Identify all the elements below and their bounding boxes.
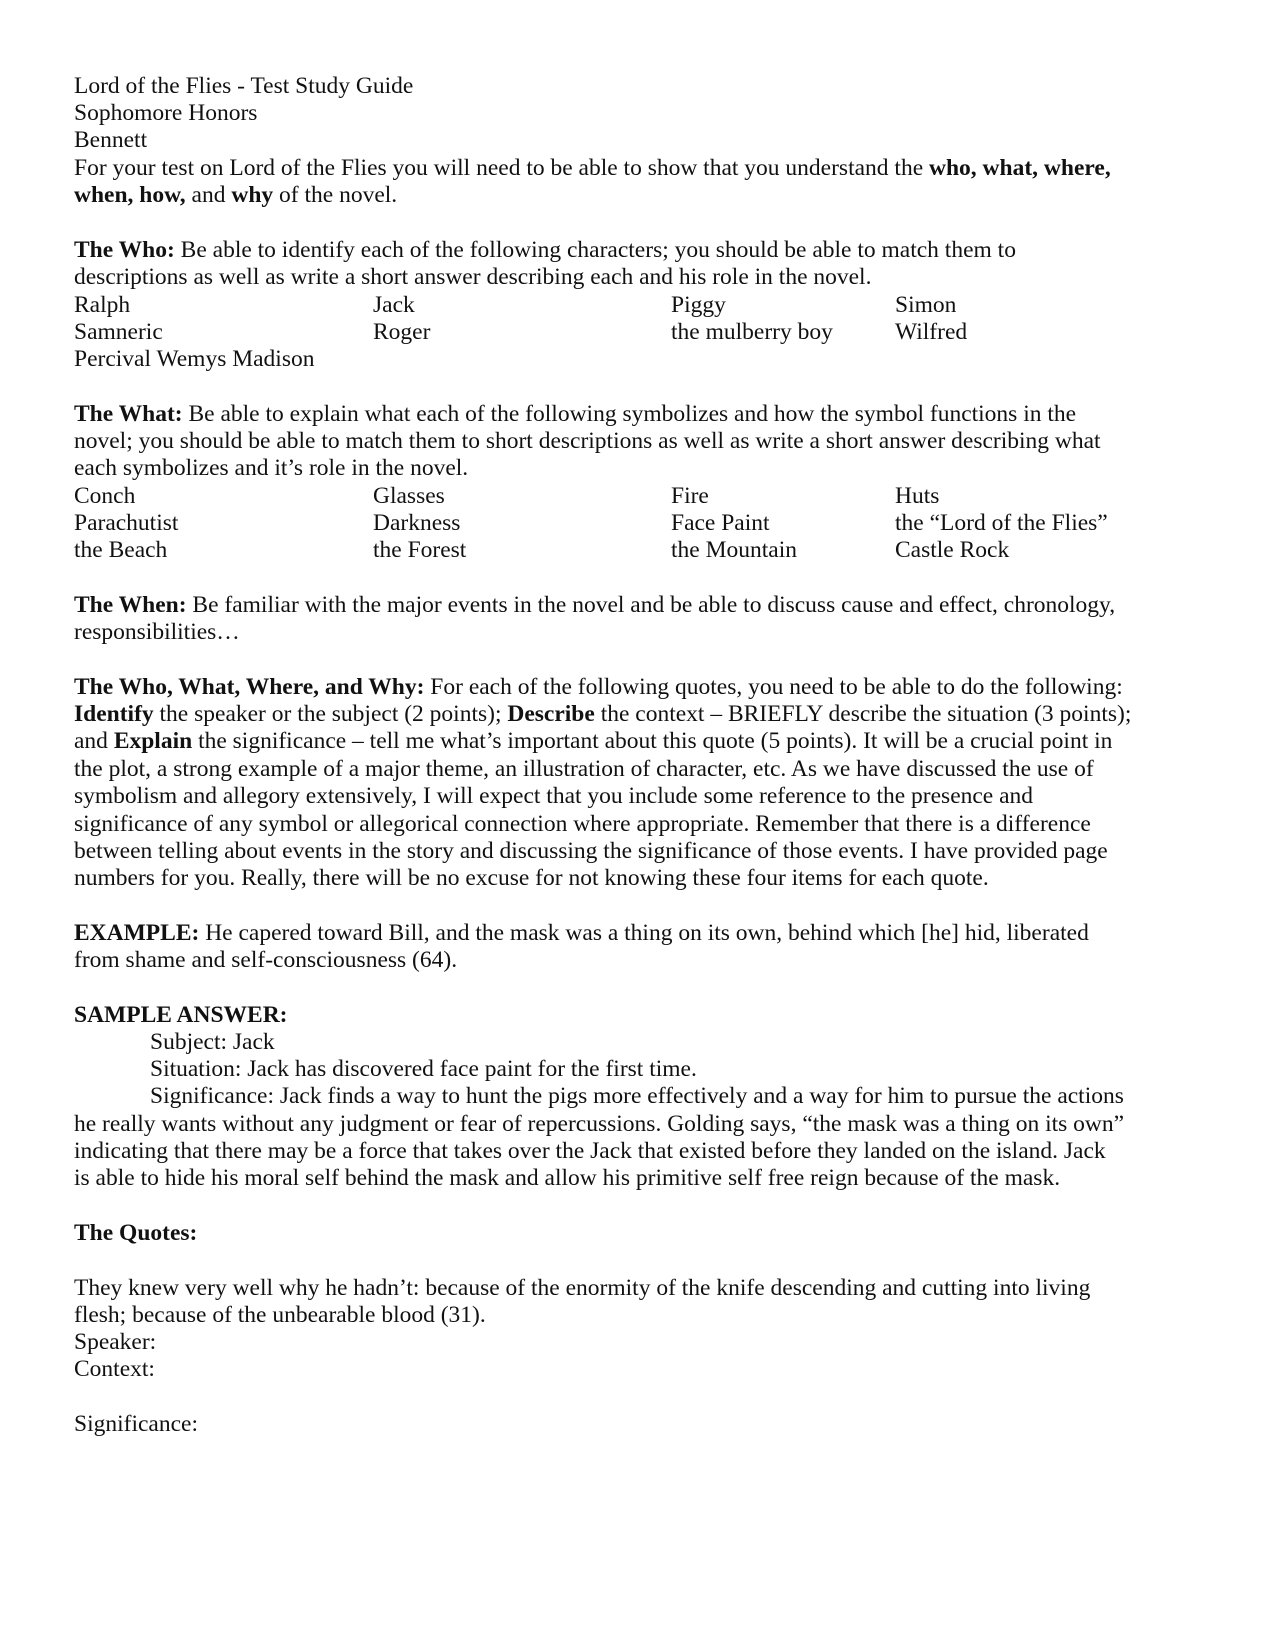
character-item: Roger	[373, 319, 431, 345]
intro-line-2	[74, 181, 397, 209]
what-section-line-1	[74, 400, 1076, 428]
symbol-item: Conch	[74, 483, 136, 509]
character-item: Ralph	[74, 292, 131, 318]
what-text: novel; you should be able to match them to short descriptions as well as write a short answer describing what	[74, 428, 1101, 454]
sample-significance: is able to hide his moral self behind the mask and allow his primitive self free reign because of the mask.	[74, 1165, 1061, 1191]
www-text: significance of any symbol or allegorical connection where appropriate. Remember that there is a difference	[74, 811, 1091, 837]
symbol-item: Face Paint	[671, 510, 770, 536]
character-item: Jack	[373, 292, 415, 318]
document-title: Lord of the Flies - Test Study Guide	[74, 73, 414, 99]
quote-text: They knew very well why he hadn’t: because of the enormity of the knife descending and cutting into living	[74, 1275, 1091, 1301]
intro-text: of the novel.	[273, 182, 398, 208]
who-text: descriptions as well as write a short answer describing each and his role in the novel.	[74, 264, 872, 290]
example-text: from shame and self-consciousness (64).	[74, 947, 458, 973]
explain-keyword: Explain	[113, 728, 193, 754]
intro-line-1	[74, 154, 1111, 182]
symbol-item: Huts	[895, 483, 940, 509]
example-text: He capered toward Bill, and the mask was a thing on its own, behind which [he] hid, liberated	[199, 920, 1089, 946]
speaker-label: Speaker:	[74, 1329, 157, 1355]
intro-bold: who, what, where,	[929, 155, 1111, 181]
sample-significance: indicating that there may be a force that takes over the Jack that existed before they landed on the island. Jack	[74, 1138, 1106, 1164]
character-item: Wilfred	[895, 319, 968, 345]
www-heading: The Who, What, Where, and Why:	[74, 674, 425, 700]
significance-label: Significance:	[74, 1411, 198, 1437]
symbol-item: Fire	[671, 483, 709, 509]
example-heading: EXAMPLE:	[74, 920, 200, 946]
intro-text: For your test on Lord of the Flies you will need to be able to show that you understand the	[74, 155, 929, 181]
what-text: each symbolizes and it’s role in the novel.	[74, 455, 469, 481]
symbol-item: the Forest	[373, 537, 467, 563]
www-section-line-1	[74, 673, 1123, 701]
symbol-item: the “Lord of the Flies”	[895, 510, 1108, 536]
intro-bold: when, how,	[74, 182, 186, 208]
www-text: For each of the following quotes, you need to be able to do the following:	[424, 674, 1123, 700]
identify-keyword: Identify	[74, 701, 154, 727]
sample-significance: Significance: Jack finds a way to hunt the pigs more effectively and a way for him to pursue the actions	[150, 1083, 1124, 1109]
intro-text: and	[185, 182, 232, 208]
quotes-heading: The Quotes:	[74, 1220, 198, 1246]
symbol-item: the Mountain	[671, 537, 797, 563]
when-text: Be familiar with the major events in the novel and be able to discuss cause and effect, chronology,	[186, 592, 1116, 618]
what-heading: The What:	[74, 401, 183, 427]
character-item: Piggy	[671, 292, 726, 318]
intro-bold: why	[231, 182, 274, 208]
context-label: Context:	[74, 1356, 155, 1382]
when-heading: The When:	[74, 592, 187, 618]
symbol-item: Castle Rock	[895, 537, 1010, 563]
who-section-line-1	[74, 236, 1016, 264]
symbol-item: Glasses	[373, 483, 445, 509]
www-line-2	[74, 700, 1131, 728]
course-name: Sophomore Honors	[74, 100, 258, 126]
symbol-item: Parachutist	[74, 510, 179, 536]
character-item: Samneric	[74, 319, 163, 345]
www-text: the significance – tell me what’s important about this quote (5 points). It will be a crucial point in	[192, 728, 1113, 754]
sample-significance: he really wants without any judgment or fear of repercussions. Golding says, “the mask was a thing on its own”	[74, 1111, 1125, 1137]
character-item: the mulberry boy	[671, 319, 833, 345]
www-line-3	[74, 727, 1112, 755]
when-section-line-1	[74, 591, 1115, 619]
www-text: symbolism and allegory extensively, I will expect that you include some reference to the presence and	[74, 783, 1034, 809]
symbol-item: Darkness	[373, 510, 461, 536]
describe-keyword: Describe	[507, 701, 595, 727]
who-text: Be able to identify each of the following characters; you should be able to match them to	[174, 237, 1016, 263]
example-line-1	[74, 919, 1089, 947]
sample-subject: Subject: Jack	[150, 1029, 275, 1055]
what-text: Be able to explain what each of the following symbolizes and how the symbol functions in the	[182, 401, 1077, 427]
www-text: the context – BRIEFLY describe the situation (3 points);	[594, 701, 1132, 727]
symbol-item: the Beach	[74, 537, 168, 563]
www-text: and	[74, 728, 114, 754]
www-text: between telling about events in the story and discussing the significance of those events. I have provided page	[74, 838, 1108, 864]
www-text: numbers for you. Really, there will be no excuse for not knowing these four items for each quote.	[74, 865, 989, 891]
character-item: Percival Wemys Madison	[74, 346, 315, 372]
www-text: the speaker or the subject (2 points);	[153, 701, 508, 727]
sample-answer-heading: SAMPLE ANSWER:	[74, 1002, 288, 1028]
character-item: Simon	[895, 292, 957, 318]
www-text: the plot, a strong example of a major theme, an illustration of character, etc. As we have discussed the use of	[74, 756, 1094, 782]
sample-situation: Situation: Jack has discovered face paint for the first time.	[150, 1056, 697, 1082]
when-text: responsibilities…	[74, 619, 240, 645]
quote-text: flesh; because of the unbearable blood (31).	[74, 1302, 486, 1328]
who-heading: The Who:	[74, 237, 175, 263]
teacher-name: Bennett	[74, 127, 148, 153]
